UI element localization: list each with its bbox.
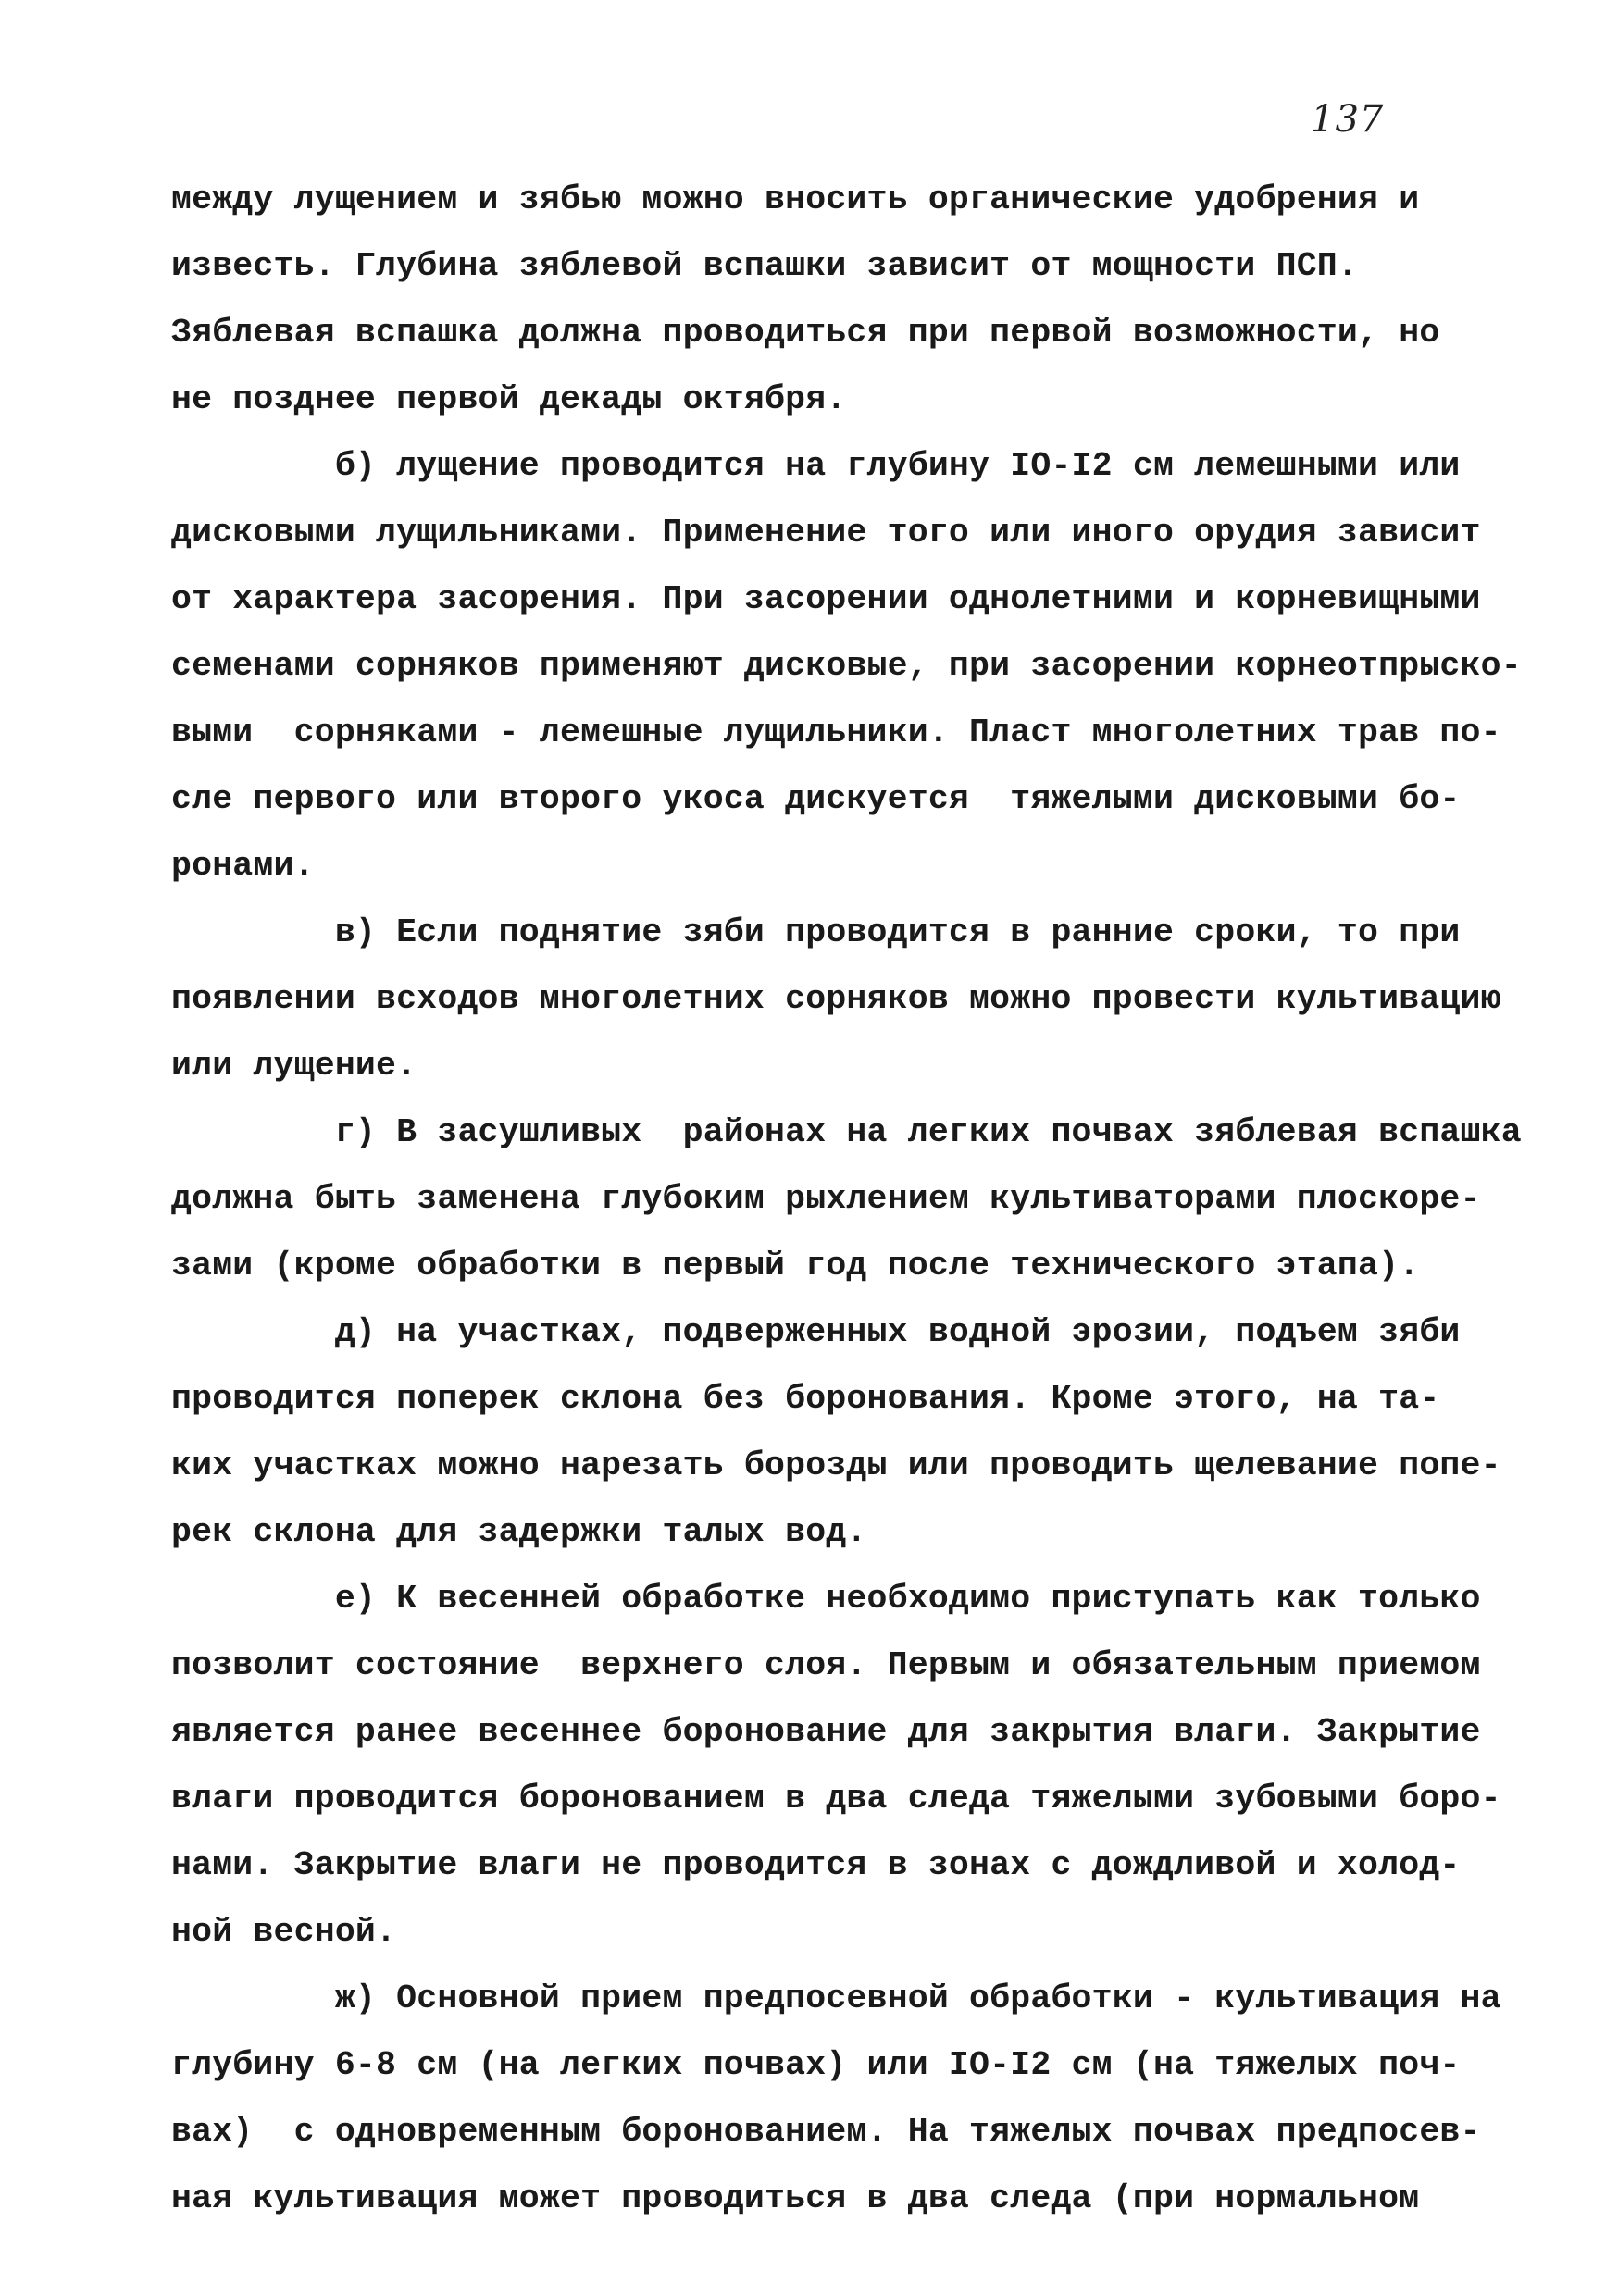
text-line: нами. Закрытие влаги не проводится в зонах с дождливой и холод- [171,1846,1461,1884]
text-line: между лущением и зябью можно вносить органические удобрения и [171,180,1420,218]
text-line: рек склона для задержки талых вод. [171,1513,867,1551]
text-line: г) В засушливых районах на легких почвах зяблевая вспашка [171,1113,1522,1151]
text-line: семенами сорняков применяют дисковые, при засорении корнеотпрыско- [171,647,1522,685]
text-line: е) К весенней обработке необходимо приступать как только [171,1580,1481,1618]
text-line: глубину 6-8 см (на легких почвах) или IO-I2 см (на тяжелых поч- [171,2046,1461,2084]
text-line: ж) Основной прием предпосевной обработки - культивация на [171,1980,1501,2017]
text-line: не позднее первой декады октября. [171,380,847,418]
text-line: вах) с одновременным боронованием. На тяжелых почвах предпосев- [171,2113,1481,2151]
text-line: позволит состояние верхнего слоя. Первым и обязательным приемом [171,1646,1481,1684]
text-line: является ранее весеннее боронование для закрытия влаги. Закрытие [171,1713,1481,1751]
text-line: появлении всходов многолетних сорняков можно провести культивацию [171,980,1501,1018]
text-line: ной весной. [171,1913,397,1951]
body-text [171,167,1522,2232]
text-line: д) на участках, подверженных водной эрозии, подъем зяби [171,1313,1461,1351]
text-line: от характера засорения. При засорении однолетними и корневищными [171,580,1481,618]
text-line: должна быть заменена глубоким рыхлением культиваторами плоскоре- [171,1180,1481,1218]
text-line: в) Если поднятие зяби проводится в ранние сроки, то при [171,913,1461,951]
text-line: дисковыми лущильниками. Применение того или иного орудия зависит [171,514,1481,552]
text-line: Зяблевая вспашка должна проводиться при первой возможности, но [171,314,1440,352]
text-line: проводится поперек склона без боронования. Кроме этого, на та- [171,1380,1440,1418]
text-line: известь. Глубина зяблевой вспашки зависит от мощности ПСП. [171,247,1359,285]
page-number: 137 [1311,98,1385,141]
text-line: ронами. [171,847,315,885]
text-line: влаги проводится боронованием в два следа тяжелыми зубовыми боро- [171,1780,1501,1818]
text-line: или лущение. [171,1047,417,1085]
text-line: ких участках можно нарезать борозды или проводить щелевание попе- [171,1446,1501,1484]
text-line: ная культивация может проводиться в два следа (при нормальном [171,2179,1420,2217]
text-line: б) лущение проводится на глубину IO-I2 см лемешными или [171,447,1461,485]
text-line: выми сорняками - лемешные лущильники. Пласт многолетних трав по- [171,714,1501,751]
text-line: зами (кроме обработки в первый год после технического этапа). [171,1247,1420,1285]
text-line: сле первого или второго укоса дискуется тяжелыми дисковыми бо- [171,780,1461,818]
